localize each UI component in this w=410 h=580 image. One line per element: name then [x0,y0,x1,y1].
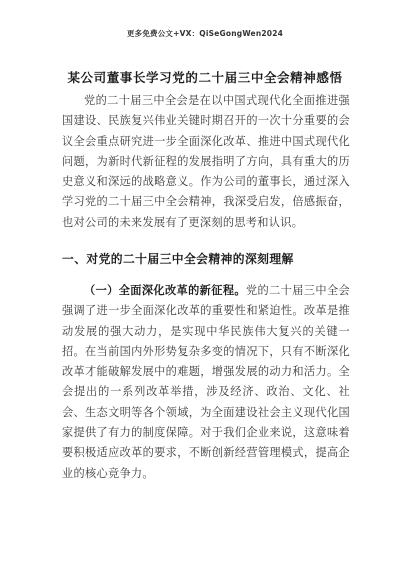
header-note: 更多免费公文+VX：QiSeGongWen2024 [126,29,284,38]
subsection-body: 党的二十届三中全会强调了进一步全面深化改革的重要性和紧迫性。改革是推动发展的强大动力，是实现中华民族伟大复兴的关键一招。在当前国内外形势复杂多变的情况下，只有不断深化改革才能破解发展中的难题，增强发展的动力和活力。全会提出的一系列改革举措，涉及经济、政治、文化、社会、生态文明等各个领域，为全面建设社会主义现代化国家提供了有力的制度保障。对于我们企业来说，这意味着要积极适应改革的要求，不断创新经营管理模式，提高企业的核心竞争力。 [62,284,351,480]
document-title: 某公司董事长学习党的二十届三中全会精神感悟 [67,70,343,85]
subsection-lead: （一）全面深化改革的新征程。 [84,283,246,297]
section-paragraph [62,280,350,484]
section-heading: 一、对党的二十届三中全会精神的深刻理解 [62,252,294,266]
intro-paragraph: 党的二十届三中全会是在以中国式现代化全面推进强国建设、民族复兴伟业关键时期召开的一次十分重要的会议全会重点研究进一步全面深化改革、推进中国式现代化问题，为新时代新征程的发展指明了方向，具有重大的历史意义和深远的战略意义。作为公司的董事长，通过深入学习党的二十届三中全会精神，我深受启发，倍感振奋，也对公司的未来发展有了更深刻的思考和认识。 [62,94,350,229]
